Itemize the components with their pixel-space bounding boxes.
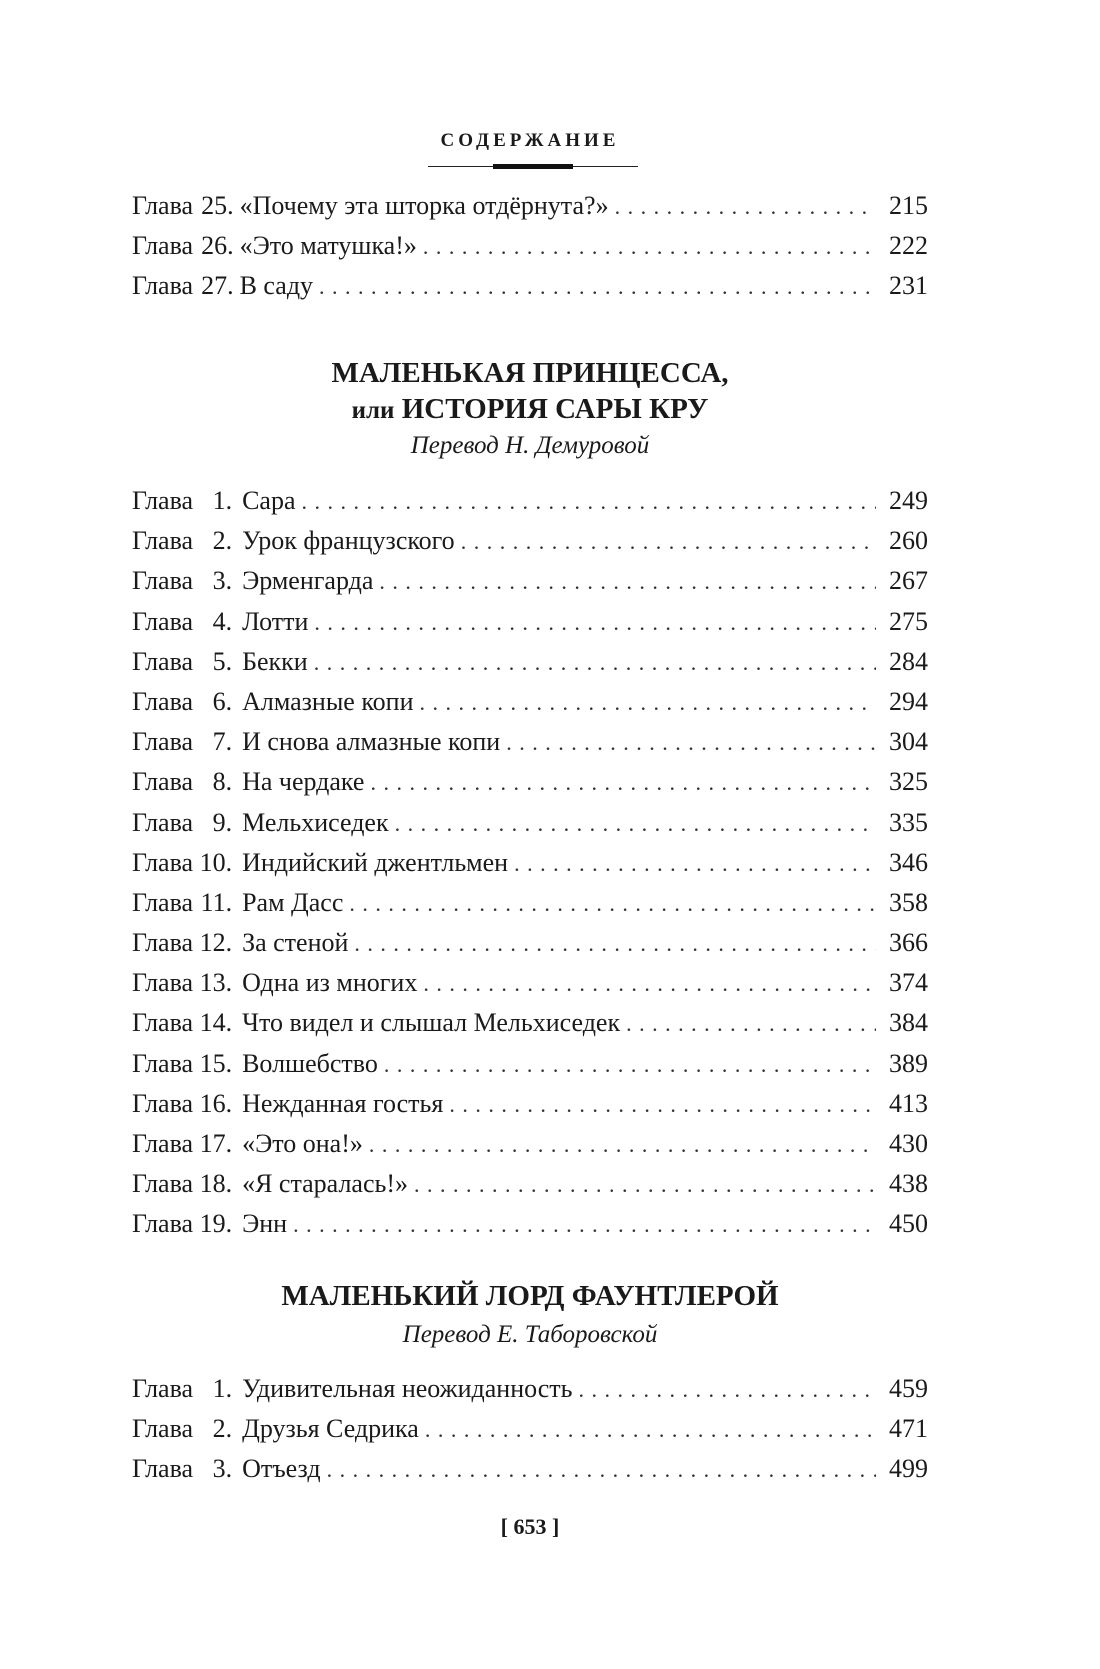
- page-folio: [ 653 ]: [500, 1514, 560, 1539]
- chapter-word: Глава: [132, 1454, 194, 1484]
- chapter-word: Глава: [132, 928, 194, 958]
- chapter-title: Эрменгарда: [242, 566, 374, 596]
- toc-entry[interactable]: [132, 1164, 928, 1204]
- chapter-title: Что видел и слышал Мельхиседек: [242, 1008, 621, 1038]
- chapter-number: 10.: [199, 847, 233, 877]
- section-title: [132, 355, 928, 429]
- chapter-word: Глава: [132, 727, 194, 757]
- dot-leader: [423, 227, 876, 267]
- dot-leader: [314, 603, 876, 643]
- section-title-prefix: или: [351, 397, 395, 424]
- page-number: 366: [889, 928, 928, 958]
- section-title-line2: [132, 391, 928, 429]
- chapter-title: Мельхиседек: [242, 807, 389, 837]
- toc-entry[interactable]: [132, 561, 928, 601]
- toc-princess: [132, 481, 928, 1245]
- chapter-word: Глава: [132, 1008, 194, 1038]
- chapter-number: 9.: [212, 807, 233, 837]
- chapter-word: Глава: [132, 686, 194, 716]
- dot-leader: [314, 643, 876, 683]
- page-number: 413: [889, 1088, 928, 1118]
- chapter-title: И снова алмазные копи: [242, 727, 501, 757]
- chapter-number: 25.: [201, 191, 234, 220]
- translator-credit: Перевод Н. Демуровой: [410, 432, 650, 459]
- page-number: 499: [889, 1454, 928, 1484]
- page-number: 284: [889, 646, 928, 676]
- toc-entry[interactable]: [132, 803, 928, 843]
- chapter-title: Бекки: [242, 646, 308, 676]
- chapter-title: В саду: [239, 271, 314, 301]
- dot-leader: [506, 723, 876, 763]
- dot-leader: [425, 1410, 876, 1450]
- chapter-title: Отъезд: [242, 1454, 321, 1484]
- chapter-word: Глава: [132, 887, 194, 917]
- chapter-number: 13.: [199, 968, 233, 998]
- dot-leader: [354, 924, 876, 964]
- page-number: 222: [889, 231, 928, 261]
- dot-leader: [395, 804, 876, 844]
- chapter-title: За стеной: [242, 928, 349, 958]
- chapter-word: Глава: [132, 191, 194, 220]
- chapter-word: Глава: [132, 526, 194, 556]
- chapter-title: Друзья Седрика: [242, 1414, 419, 1444]
- running-head: СОДЕРЖАНИЕ: [440, 130, 620, 151]
- page-number: 325: [889, 767, 928, 797]
- chapter-number: 2.: [212, 526, 233, 556]
- page-number: 260: [889, 526, 928, 556]
- toc-continued: [132, 186, 928, 307]
- chapter-word: Глава: [132, 1129, 194, 1158]
- page-number: 374: [889, 968, 928, 998]
- toc-entry[interactable]: [132, 1124, 928, 1164]
- chapter-number: 19.: [199, 1209, 233, 1239]
- toc-entry[interactable]: [132, 642, 928, 682]
- chapter-word: Глава: [132, 566, 194, 596]
- chapter-number: 3.: [212, 1454, 233, 1484]
- toc-lord: [132, 1369, 928, 1490]
- chapter-title: Волшебство: [242, 1048, 378, 1078]
- chapter-title: Урок французского: [242, 526, 455, 556]
- chapter-word: Глава: [132, 1374, 194, 1403]
- chapter-number: 1.: [212, 486, 233, 515]
- chapter-number: 12.: [199, 928, 233, 958]
- page-number: 358: [889, 887, 928, 917]
- chapter-number: 8.: [212, 767, 233, 797]
- page-number: 249: [889, 486, 928, 515]
- chapter-number: 7.: [212, 727, 233, 757]
- chapter-word: Глава: [132, 231, 194, 261]
- chapter-title: Одна из многих: [242, 968, 418, 998]
- chapter-title: Нежданная гостья: [242, 1088, 444, 1118]
- dot-leader: [370, 763, 876, 803]
- page-number: 231: [889, 271, 928, 301]
- chapter-number: 2.: [212, 1414, 233, 1444]
- toc-entry[interactable]: [132, 521, 928, 561]
- chapter-number: 11.: [200, 887, 233, 917]
- chapter-number: 6.: [212, 686, 233, 716]
- dot-leader: [319, 267, 876, 307]
- toc-entry[interactable]: [132, 1003, 928, 1043]
- toc-entry[interactable]: [132, 843, 928, 883]
- dot-leader: [419, 683, 876, 723]
- toc-entry[interactable]: [132, 1204, 928, 1244]
- chapter-word: Глава: [132, 767, 194, 797]
- dot-leader: [579, 1370, 876, 1410]
- page-number: 294: [889, 686, 928, 716]
- page-number: 384: [889, 1008, 928, 1038]
- page-number: 304: [889, 727, 928, 757]
- chapter-title: Удивительная неожиданность: [242, 1374, 573, 1403]
- toc-page: [132, 0, 928, 1669]
- page-number: 438: [889, 1169, 928, 1199]
- chapter-word: Глава: [132, 807, 194, 837]
- dot-leader: [626, 1004, 876, 1044]
- translator-credit: Перевод Е. Таборовской: [402, 1321, 658, 1348]
- chapter-title: «Это матушка!»: [239, 231, 417, 261]
- toc-entry[interactable]: [132, 883, 928, 923]
- dot-leader: [327, 1450, 876, 1490]
- dot-leader: [423, 964, 876, 1004]
- section-title: МАЛЕНЬКИЙ ЛОРД ФАУНТЛЕРОЙ: [281, 1280, 779, 1312]
- toc-entry[interactable]: [132, 923, 928, 963]
- chapter-number: 27.: [201, 271, 234, 301]
- header-rule-accent: [493, 164, 573, 169]
- page-number: 215: [889, 191, 928, 220]
- page-number: 275: [889, 606, 928, 636]
- chapter-number: 16.: [199, 1088, 233, 1118]
- dot-leader: [293, 1205, 876, 1245]
- toc-entry[interactable]: [132, 963, 928, 1003]
- dot-leader: [379, 562, 876, 602]
- dot-leader: [514, 844, 876, 884]
- chapter-word: Глава: [132, 646, 194, 676]
- page-number: 471: [889, 1414, 928, 1444]
- chapter-word: Глава: [132, 1169, 194, 1199]
- section-title-main: ИСТОРИЯ САРЫ КРУ: [401, 393, 709, 425]
- toc-entry[interactable]: [132, 602, 928, 642]
- toc-entry[interactable]: [132, 1449, 928, 1489]
- chapter-number: 3.: [212, 566, 233, 596]
- dot-leader: [384, 1045, 876, 1085]
- chapter-word: Глава: [132, 1414, 194, 1444]
- chapter-number: 26.: [201, 231, 234, 261]
- toc-entry[interactable]: [132, 186, 928, 226]
- chapter-title: «Я старалась!»: [242, 1169, 409, 1199]
- chapter-number: 18.: [199, 1169, 233, 1199]
- toc-entry[interactable]: [132, 1409, 928, 1449]
- toc-entry[interactable]: [132, 762, 928, 802]
- chapter-number: 15.: [199, 1048, 233, 1078]
- toc-entry[interactable]: [132, 481, 928, 521]
- chapter-title: Лотти: [242, 606, 309, 636]
- dot-leader: [302, 482, 877, 522]
- chapter-word: Глава: [132, 486, 194, 515]
- chapter-number: 17.: [199, 1129, 233, 1158]
- dot-leader: [349, 884, 876, 924]
- chapter-title: «Почему эта шторка отдёрнута?»: [239, 191, 609, 220]
- page-number: 450: [889, 1209, 928, 1239]
- toc-entry[interactable]: [132, 1044, 928, 1084]
- toc-entry[interactable]: [132, 1084, 928, 1124]
- page-number: 346: [889, 847, 928, 877]
- toc-entry[interactable]: [132, 266, 928, 306]
- dot-leader: [461, 522, 876, 562]
- page-number: 335: [889, 807, 928, 837]
- toc-entry[interactable]: [132, 226, 928, 266]
- page-number: 430: [889, 1129, 928, 1158]
- chapter-word: Глава: [132, 606, 194, 636]
- dot-leader: [449, 1085, 876, 1125]
- page-number: 459: [889, 1374, 928, 1403]
- chapter-number: 4.: [212, 606, 233, 636]
- toc-entry[interactable]: [132, 682, 928, 722]
- toc-entry[interactable]: [132, 722, 928, 762]
- chapter-title: На чердаке: [242, 767, 365, 797]
- dot-leader: [414, 1165, 876, 1205]
- toc-entry[interactable]: [132, 1369, 928, 1409]
- chapter-word: Глава: [132, 1048, 194, 1078]
- chapter-number: 1.: [212, 1374, 233, 1403]
- chapter-word: Глава: [132, 968, 194, 998]
- chapter-word: Глава: [132, 1088, 194, 1118]
- chapter-number: 5.: [212, 646, 233, 676]
- chapter-title: Энн: [242, 1209, 288, 1239]
- chapter-word: Глава: [132, 847, 194, 877]
- chapter-word: Глава: [132, 1209, 194, 1239]
- section-title-line1: МАЛЕНЬКАЯ ПРИНЦЕССА,: [331, 357, 729, 389]
- page-number: 267: [889, 566, 928, 596]
- chapter-title: Рам Дасс: [242, 887, 344, 917]
- dot-leader: [615, 187, 876, 227]
- chapter-number: 14.: [199, 1008, 233, 1038]
- chapter-word: Глава: [132, 271, 194, 301]
- dot-leader: [369, 1125, 876, 1165]
- chapter-title: Алмазные копи: [242, 686, 414, 716]
- chapter-title: «Это она!»: [242, 1129, 363, 1158]
- page-number: 389: [889, 1048, 928, 1078]
- chapter-title: Сара: [242, 486, 296, 515]
- chapter-title: Индийский джентльмен: [242, 847, 509, 877]
